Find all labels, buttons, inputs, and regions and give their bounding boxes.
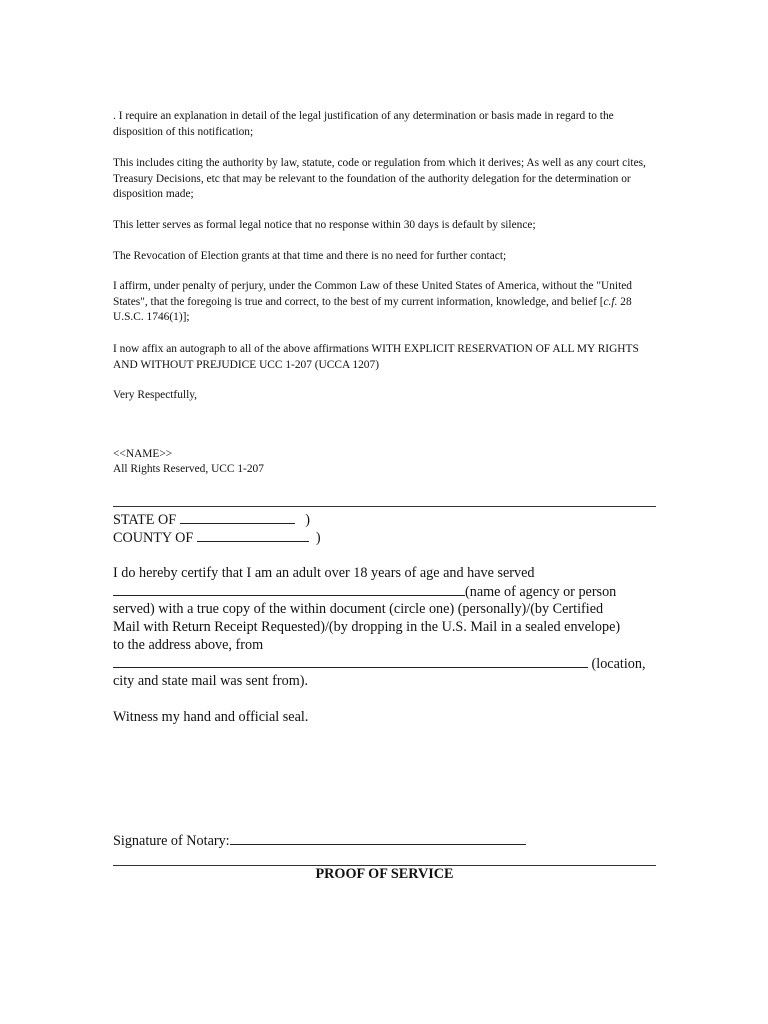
rights-reserved: All Rights Reserved, UCC 1-207 (113, 463, 264, 475)
state-line (113, 510, 310, 529)
paragraph-explanation: . I require an explanation in detail of the legal justification of any determination or basis made in regard to the disposition of this notification; (113, 110, 614, 138)
certify-line-3: served) with a true copy of the within document (circle one) (personally)/(by Certified (113, 601, 604, 617)
proof-of-service-title: PROOF OF SERVICE (315, 866, 454, 882)
certify-line-5: to the address above, from (113, 637, 264, 653)
notary-signature-line (113, 831, 526, 850)
state-blank[interactable] (180, 510, 295, 524)
served-party-blank[interactable] (113, 582, 465, 596)
served-party-hint: (name of agency or person (465, 584, 617, 600)
paragraph-autograph: I now affix an autograph to all of the above affirmations WITH EXPLICIT RESERVATION OF ALL MY RIGHTS AND WITHOUT PREJUDICE UCC 1-207 (UCCA 1207) (113, 343, 639, 371)
state-paren: ) (305, 512, 311, 528)
certify-line-4: Mail with Return Receipt Requested)/(by dropping in the U.S. Mail in a sealed envelope) (113, 619, 621, 635)
county-paren: ) (315, 530, 321, 546)
certify-line-2 (113, 582, 616, 601)
certify-line-1: I do hereby certify that I am an adult over 18 years of age and have served (113, 565, 535, 581)
certify-line-7: city and state mail was sent from). (113, 673, 309, 689)
county-line (113, 528, 321, 547)
paragraph-affirmation (113, 279, 658, 326)
paragraph-notice: This letter serves as formal legal notice that no response within 30 days is default by silence; (113, 219, 536, 231)
county-blank[interactable] (197, 528, 309, 542)
affirmation-statute: 28 U.S.C. 1746(1)]; (113, 295, 632, 323)
paragraph-revocation: The Revocation of Election grants at that time and there is no need for further contact; (113, 250, 507, 262)
location-hint: (location, (588, 656, 646, 672)
witness-text: Witness my hand and official seal. (113, 709, 309, 725)
name-placeholder: <<NAME>> (113, 448, 173, 460)
certify-line-6 (113, 654, 646, 673)
paragraph-authority: This includes citing the authority by law, statute, code or regulation from which it derives; As well as any court cites, Treasury Decisions, etc that may be relevant to the foundation of the authority delegation for the determination or disposition made; (113, 157, 646, 200)
top-divider (113, 506, 656, 507)
state-label: STATE OF (113, 512, 177, 528)
affirmation-cite: c.f. (603, 295, 618, 308)
affirmation-text: I affirm, under penalty of perjury, under the Common Law of these United States of America, without the "United States", that the foregoing is true and correct, to the best of my current information, knowledge, and belief [ (113, 280, 632, 308)
closing-text: Very Respectfully, (113, 389, 198, 401)
location-blank[interactable] (113, 654, 588, 668)
county-label: COUNTY OF (113, 530, 194, 546)
notary-signature-label: Signature of Notary: (113, 833, 230, 849)
notary-signature-blank[interactable] (230, 831, 526, 845)
